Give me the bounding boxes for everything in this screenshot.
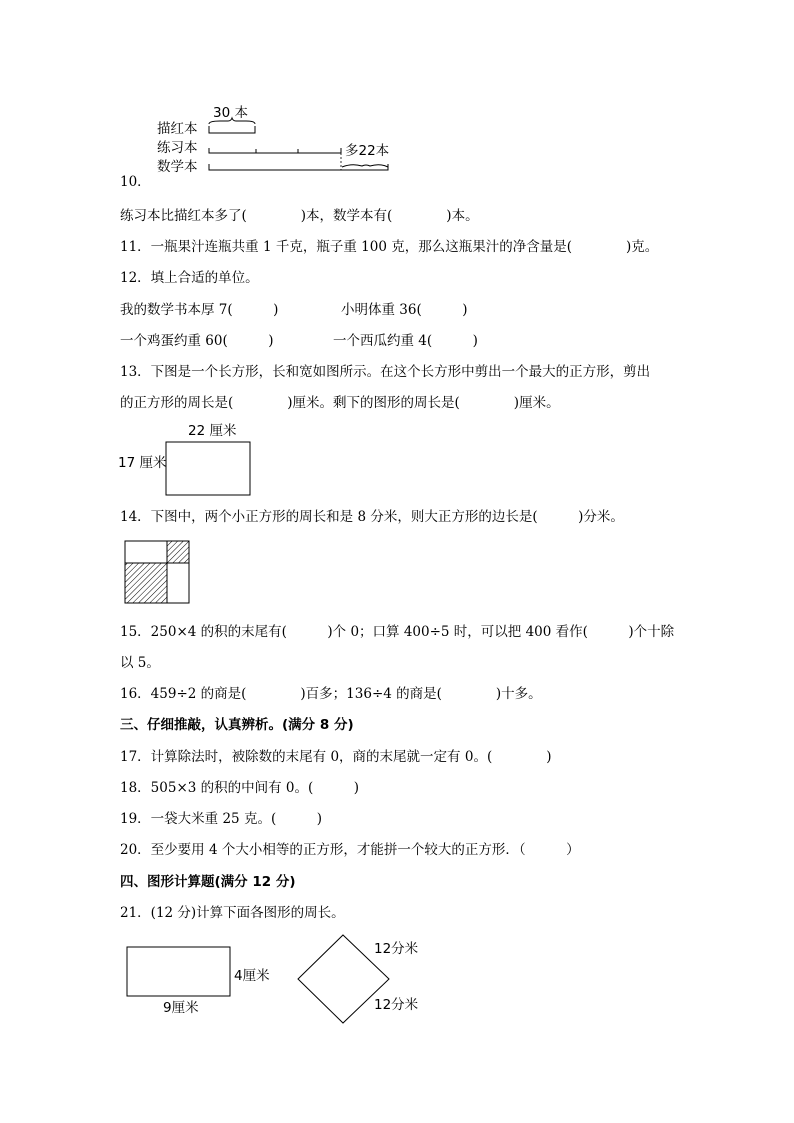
section3-heading: 三、仔细推敲，认真辨析。(满分 8 分) (120, 717, 354, 733)
q20-text: 20．至少要用 4 个大小相等的正方形，才能拼一个较大的正方形．（ ） (120, 842, 580, 858)
q12-item3: 一个鸡蛋约重 60( ) (120, 333, 274, 349)
q21-square-label-bottom: 12分米 (374, 997, 419, 1013)
q12-item4: 一个西瓜约重 4( ) (333, 333, 478, 349)
q10-extra-label: 多22本 (345, 143, 390, 159)
q15-line2: 以 5。 (120, 655, 160, 671)
q18-text: 18．505×3 的积的中间有 0。( ) (120, 780, 360, 796)
q13-width-label: 17 厘米 (118, 455, 167, 471)
q13-line2: 的正方形的周长是( )厘米。剩下的图形的周长是( )厘米。 (120, 395, 560, 411)
q13-line1: 13．下图是一个长方形，长和宽如图所示。在这个长方形中剪出一个最大的正方形，剪出 (120, 364, 651, 380)
q17-text: 17．计算除法时，被除数的末尾有 0，商的末尾就一定有 0。( ) (120, 749, 552, 765)
section4-heading: 四、图形计算题(满分 12 分) (120, 874, 296, 890)
q19-text: 19．一袋大米重 25 克。( ) (120, 811, 322, 827)
q10-top-label: 30 本 (213, 105, 248, 121)
q21-rect-height-label: 4厘米 (234, 968, 270, 984)
q12-item1: 我的数学书本厚 7( ) (120, 302, 279, 318)
q21-rect-width-label: 9厘米 (163, 1000, 199, 1016)
q13-length-label: 22 厘米 (188, 423, 237, 439)
q10-row3-label: 数学本 (157, 159, 198, 175)
q11-text: 11．一瓶果汁连瓶共重 1 千克，瓶子重 100 克，那么这瓶果汁的净含量是( )克。 (120, 239, 659, 255)
q10-number: 10． (120, 174, 151, 190)
q21-text: 21．(12 分)计算下面各图形的周长。 (120, 905, 345, 921)
q12-title: 12．填上合适的单位。 (120, 270, 259, 286)
q14-text: 14．下图中，两个小正方形的周长和是 8 分米，则大正方形的边长是( )分米。 (120, 509, 624, 525)
q10-row1-label: 描红本 (157, 121, 198, 137)
q16-text: 16．459÷2 的商是( )百多；136÷4 的商是( )十多。 (120, 686, 542, 702)
q10-row2-label: 练习本 (157, 140, 198, 156)
q12-item2: 小明体重 36( ) (341, 302, 468, 318)
q21-rectangle (127, 947, 230, 996)
q21-square-label-top: 12分米 (374, 941, 419, 957)
q15-line1: 15．250×4 的积的末尾有( )个 0；口算 400÷5 时，可以把 400 看作( )个十除 (120, 624, 675, 640)
q10-text: 练习本比描红本多了( )本，数学本有( )本。 (120, 208, 479, 224)
